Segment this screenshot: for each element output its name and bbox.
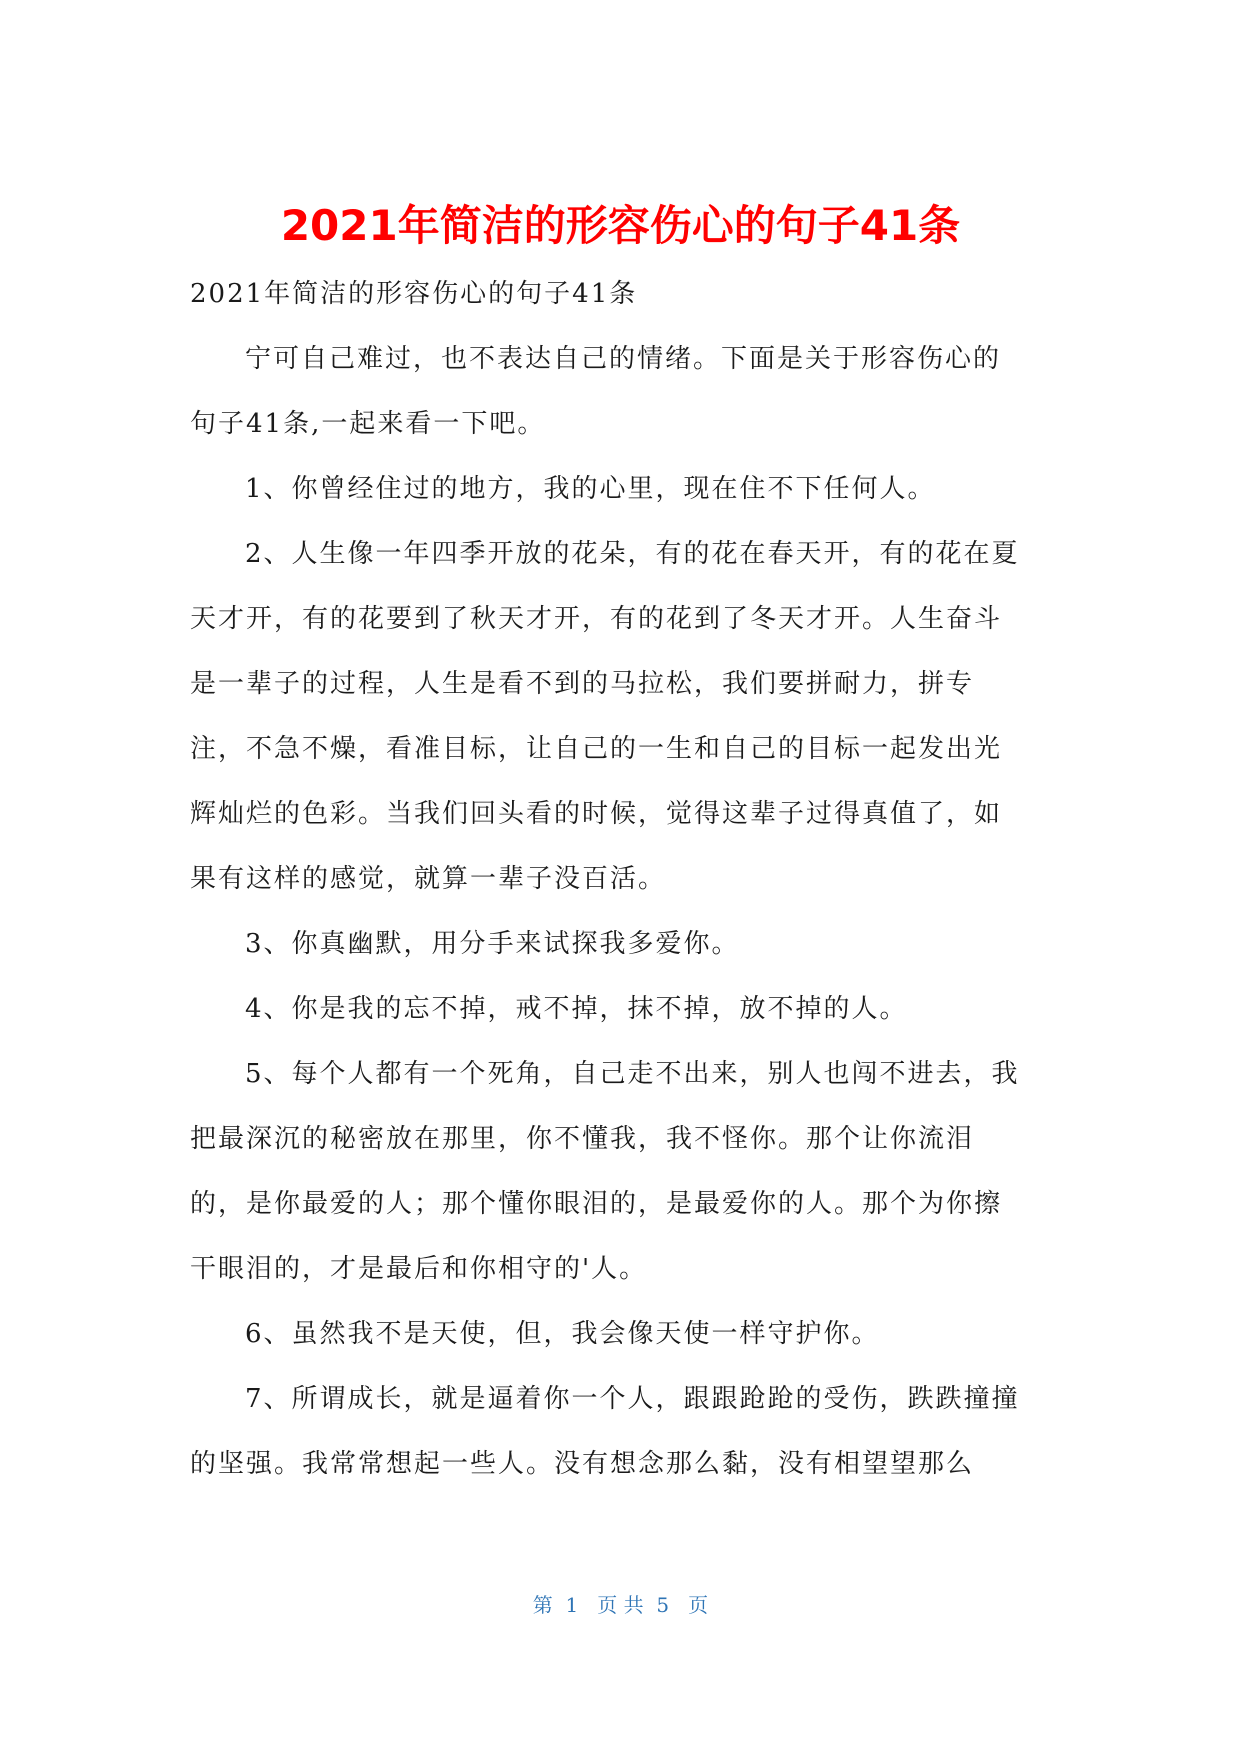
body-line: 注，不急不燥，看准目标，让自己的一生和自己的目标一起发出光 — [190, 734, 1003, 764]
body-line: 宁可自己难过，也不表达自己的情绪。下面是关于形容伤心的 — [245, 344, 1002, 374]
page-footer: 第 1 页 共 5 页 — [532, 1593, 709, 1617]
body-line: 的坚强。我常常想起一些人。没有想念那么黏，没有相望望那么 — [190, 1449, 975, 1479]
body-line: 是一辈子的过程，人生是看不到的马拉松，我们要拼耐力，拼专 — [190, 669, 975, 699]
body-line: 5、每个人都有一个死角，自己走不出来，别人也闯不进去，我 — [245, 1059, 1020, 1089]
body-line: 3、你真幽默，用分手来试探我多爱你。 — [245, 929, 740, 959]
body-line: 4、你是我的忘不掉，戒不掉，抹不掉，放不掉的人。 — [245, 994, 908, 1024]
body-line: 辉灿烂的色彩。当我们回头看的时候，觉得这辈子过得真值了，如 — [190, 799, 1003, 829]
body-line: 6、虽然我不是天使，但，我会像天使一样守护你。 — [245, 1319, 880, 1349]
body-line: 天才开，有的花要到了秋天才开，有的花到了冬天才开。人生奋斗 — [190, 604, 1003, 634]
body-line: 2021年简洁的形容伤心的句子41条 — [190, 279, 638, 309]
body-line: 2、人生像一年四季开放的花朵，有的花在春天开，有的花在夏 — [245, 539, 1020, 569]
body-line: 句子41条,一起来看一下吧。 — [190, 409, 546, 439]
document-body — [190, 262, 1052, 1497]
document-title: 2021年简洁的形容伤心的句子41条 — [280, 201, 961, 250]
body-line: 果有这样的感觉，就算一辈子没百活。 — [190, 864, 667, 894]
body-line: 把最深沉的秘密放在那里，你不懂我，我不怪你。那个让你流泪 — [190, 1124, 975, 1154]
body-line: 的，是你最爱的人；那个懂你眼泪的，是最爱你的人。那个为你擦 — [190, 1189, 1003, 1219]
body-line: 7、所谓成长，就是逼着你一个人，跟跟跄跄的受伤，跌跌撞撞 — [245, 1384, 1020, 1414]
body-line: 1、你曾经住过的地方，我的心里，现在住不下任何人。 — [245, 474, 936, 504]
body-line: 干眼泪的，才是最后和你相守的'人。 — [190, 1254, 648, 1284]
